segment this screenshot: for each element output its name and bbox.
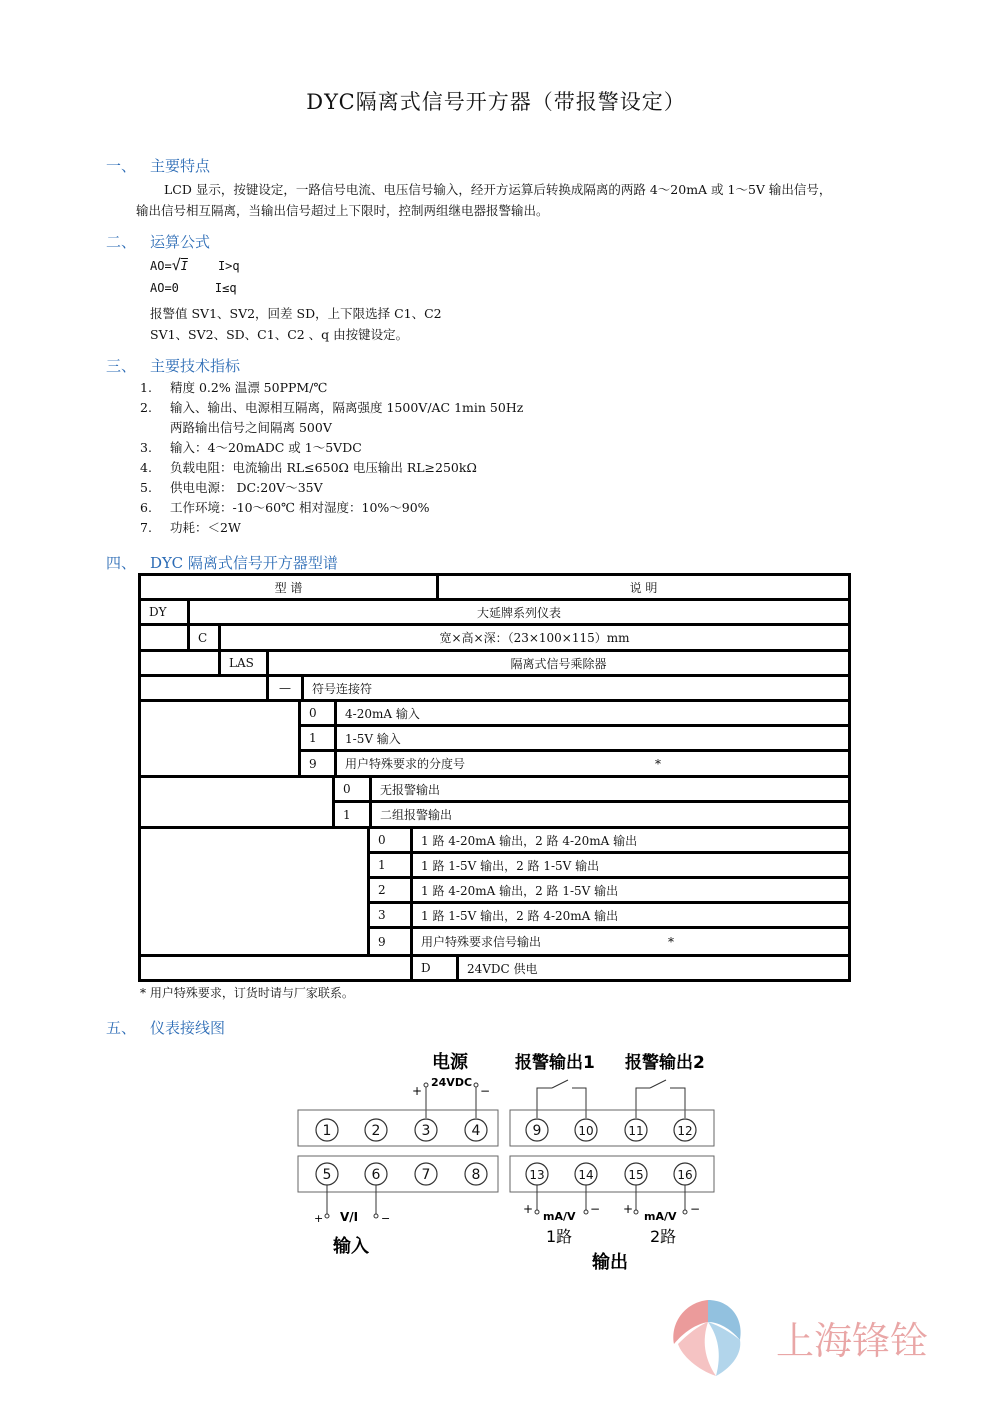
- table-row: [141, 601, 848, 626]
- terminal-8: 8: [471, 1167, 481, 1183]
- terminal-4: 4: [471, 1123, 481, 1139]
- header-desc: 说 明: [436, 576, 848, 598]
- spec-item: 两路输出信号之间隔离 500V: [170, 420, 332, 435]
- desc-cell: 1 路 1-5V 输出，2 路 4-20mA 输出: [410, 904, 848, 926]
- desc-cell: 大延牌系列仪表: [187, 601, 848, 623]
- desc-cell: 符号连接符: [301, 677, 848, 699]
- watermark-text: 上海锋铨: [776, 1319, 929, 1363]
- table-group-output: [141, 829, 848, 957]
- section-title: 主要特点: [150, 157, 211, 175]
- table-note: * 用户特殊要求，订货时请与厂家联系。: [140, 986, 354, 1000]
- code-cell: 0: [309, 706, 317, 720]
- wiring-diagram: [290, 1040, 730, 1280]
- formula-line-1: AO=√I I>q: [150, 256, 240, 274]
- table-group-input: [141, 702, 848, 778]
- desc-cell: 24VDC 供电: [456, 957, 848, 979]
- section-number: 四、: [106, 554, 137, 572]
- terminal-9: 9: [532, 1123, 542, 1139]
- watermark-logo-icon: [673, 1300, 740, 1376]
- code-cell: 9: [309, 756, 317, 771]
- section-heading-2: [106, 231, 210, 252]
- terminal-14: 14: [578, 1168, 594, 1182]
- blank-cell: [141, 778, 335, 826]
- svg-text:−: −: [690, 1202, 701, 1216]
- code-cell: 3: [378, 908, 386, 922]
- table-row-header: [141, 576, 848, 601]
- mav-label-2: mA/V: [644, 1210, 677, 1223]
- watermark: [668, 1292, 968, 1382]
- blank-cell: [141, 677, 266, 699]
- formula-line-2: AO=0 I≤q: [150, 281, 237, 295]
- terminal-3: 3: [421, 1123, 431, 1139]
- code-cell: LAS: [218, 652, 266, 674]
- table-group-alarm: [141, 778, 848, 829]
- desc-cell: 用户特殊要求的分度号 *: [334, 752, 848, 775]
- channel2-label: 2路: [650, 1227, 677, 1246]
- minus-sign: −: [480, 1084, 491, 1098]
- sqrt-symbol: √: [171, 256, 181, 274]
- desc-cell: 隔离式信号乘除器: [266, 652, 848, 674]
- spec-item: 1. 精度 0.2% 温漂 50PPM/℃: [140, 380, 328, 395]
- terminal-7: 7: [421, 1167, 431, 1183]
- spec-item: 4. 负载电阻：电流输出 RL≤650Ω 电压输出 RL≥250kΩ: [140, 460, 477, 475]
- spec-item: 5. 供电电源： DC:20V～35V: [140, 480, 323, 495]
- code-cell: 0: [378, 833, 386, 847]
- code-cell: 1: [309, 731, 317, 745]
- terminal-11: 11: [628, 1124, 644, 1138]
- code-cell: C: [187, 626, 218, 649]
- section-number: 五、: [106, 1019, 137, 1037]
- page-title: DYC隔离式信号开方器（带报警设定）: [306, 90, 686, 114]
- svg-text:−: −: [590, 1202, 601, 1216]
- desc-cell: 用户特殊要求信号输出 *: [410, 929, 848, 954]
- section-number: 三、: [106, 357, 137, 375]
- table-row: [141, 626, 848, 652]
- section-heading-5: [106, 1017, 225, 1038]
- section-heading-3: [106, 355, 240, 376]
- section-heading-4: [106, 552, 338, 573]
- output-label: 输出: [592, 1252, 628, 1273]
- input-label: 输入: [333, 1236, 369, 1257]
- terminal-5: 5: [322, 1167, 332, 1183]
- formula-line-3: 报警值 SV1、SV2，回差 SD，上下限选择 C1、C2: [150, 306, 442, 321]
- spec-item: 6. 工作环境：-10～60℃ 相对湿度：10%～90%: [140, 500, 430, 515]
- terminal-13: 13: [529, 1168, 545, 1182]
- code-cell: DY: [149, 605, 167, 619]
- code-cell: 9: [378, 934, 386, 949]
- code-cell: 2: [378, 883, 386, 897]
- spec-item: 2. 输入、输出、电源相互隔离，隔离强度 1500V/AC 1min 50Hz: [140, 400, 524, 415]
- features-line-2: 输出信号相互隔离，当输出信号超过上下限时，控制两组继电器报警输出。: [136, 203, 549, 218]
- terminal-6: 6: [371, 1167, 381, 1183]
- terminal-12: 12: [677, 1124, 693, 1138]
- table-row: [141, 652, 848, 677]
- code-cell: 1: [378, 858, 386, 872]
- terminal-10: 10: [578, 1124, 594, 1138]
- code-cell: 0: [343, 782, 351, 796]
- code-cell: D: [410, 957, 456, 979]
- section-title: DYC 隔离式信号开方器型谱: [150, 554, 338, 572]
- header-model: 型 谱: [274, 580, 303, 595]
- model-spec-table: [138, 573, 851, 982]
- desc-cell: 无报警输出: [369, 778, 848, 800]
- features-line-1: LCD 显示，按键设定，一路信号电流、电压信号输入，经开方运算后转换成隔离的两路 4～20mA 或 1～5V 输出信号，: [164, 182, 832, 197]
- section-title: 仪表接线图: [150, 1019, 226, 1037]
- section-title: 运算公式: [150, 233, 211, 251]
- spec-item: 7. 功耗：＜2W: [140, 520, 241, 535]
- spec-list: [140, 378, 523, 538]
- section-heading-1: [106, 155, 210, 176]
- power-label: 电源: [432, 1052, 468, 1073]
- blank-cell: [141, 626, 187, 649]
- code-cell: 1: [343, 807, 351, 822]
- desc-cell: 4-20mA 输入: [334, 702, 848, 724]
- blank-cell: [141, 652, 218, 674]
- svg-text:−: −: [381, 1212, 391, 1225]
- code-cell: —: [266, 677, 301, 699]
- terminal-1: 1: [322, 1123, 332, 1139]
- section-number: 一、: [106, 157, 137, 175]
- section-number: 二、: [106, 233, 137, 251]
- desc-cell: 1 路 4-20mA 输出，2 路 4-20mA 输出: [410, 829, 848, 851]
- desc-cell: 宽×高×深：（23×100×115）mm: [218, 626, 848, 649]
- vi-label: V/I: [340, 1210, 359, 1224]
- svg-text:+: +: [314, 1212, 324, 1225]
- plus-sign: +: [412, 1084, 423, 1098]
- desc-cell: 1 路 4-20mA 输出，2 路 1-5V 输出: [410, 879, 848, 901]
- blank-cell: [141, 702, 301, 775]
- terminal-2: 2: [371, 1123, 381, 1139]
- alarm1-label: 报警输出1: [515, 1053, 595, 1073]
- terminal-16: 16: [677, 1168, 693, 1182]
- blank-cell: [141, 957, 410, 979]
- blank-cell: [141, 829, 370, 954]
- channel1-label: 1路: [546, 1227, 573, 1246]
- vdc-label: 24VDC: [431, 1076, 473, 1089]
- spec-item: 3. 输入：4～20mADC 或 1～5VDC: [140, 440, 362, 455]
- table-row: [141, 957, 848, 979]
- terminal-15: 15: [628, 1168, 644, 1182]
- formula-line-4: SV1、SV2、SD、C1、C2 、q 由按键设定。: [150, 327, 409, 342]
- svg-text:+: +: [623, 1202, 634, 1216]
- alarm2-label: 报警输出2: [625, 1053, 705, 1073]
- mav-label-1: mA/V: [543, 1210, 576, 1223]
- section-title: 主要技术指标: [150, 357, 241, 375]
- table-row: [141, 677, 848, 702]
- desc-cell: 二组报警输出: [369, 803, 848, 826]
- svg-text:+: +: [523, 1202, 534, 1216]
- desc-cell: 1 路 1-5V 输出，2 路 1-5V 输出: [410, 854, 848, 876]
- desc-cell: 1-5V 输入: [334, 727, 848, 749]
